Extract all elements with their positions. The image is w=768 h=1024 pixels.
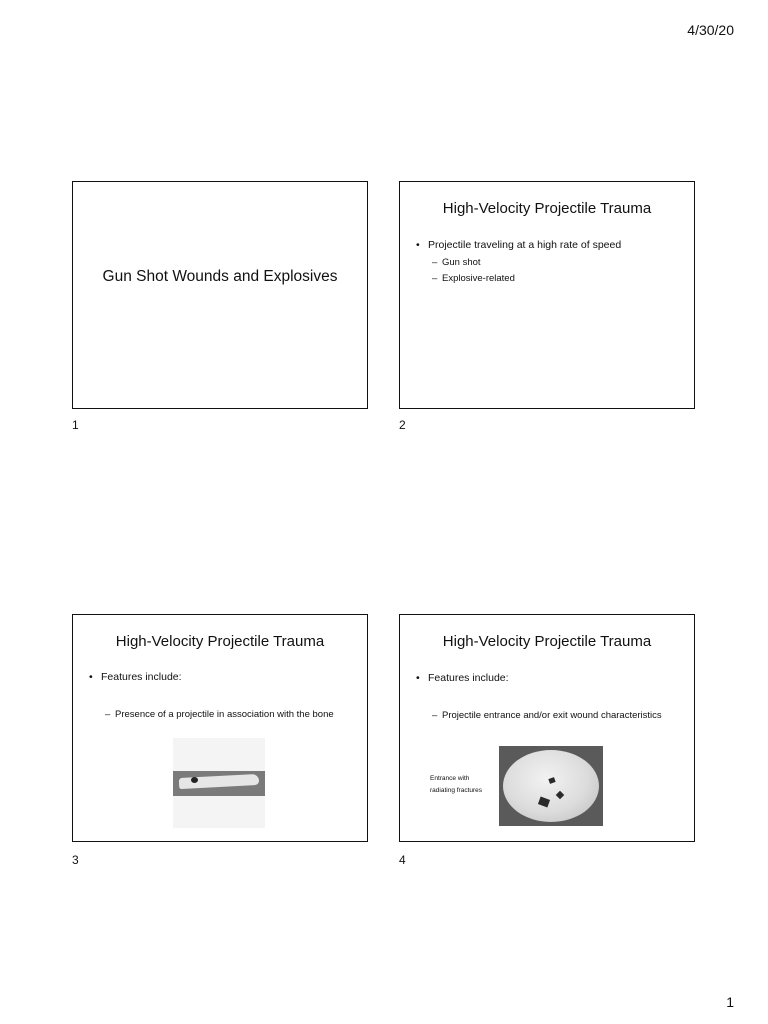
bone-with-projectile-photo — [173, 738, 265, 828]
slide-title: High-Velocity Projectile Trauma — [115, 633, 325, 650]
image-caption: Entrance with radiating fractures — [430, 775, 483, 794]
sub-bullet — [105, 708, 353, 722]
sub-bullet — [432, 709, 680, 723]
sub-bullet-text: – Projectile entrance and/or exit wound characteristics — [442, 710, 662, 721]
slide-number: 2 — [399, 418, 406, 432]
print-date: 4/30/20 — [687, 22, 734, 38]
slide-number: 4 — [399, 853, 406, 867]
slide-title: High-Velocity Projectile Trauma — [442, 200, 652, 217]
bullet-point — [416, 671, 684, 685]
bullet-text: • Features include: — [428, 672, 509, 684]
bullet-point — [416, 238, 684, 252]
sub-bullet — [432, 272, 680, 286]
skull-entrance-wound-photo — [499, 746, 603, 826]
sub-bullet-text: – Gun shot — [442, 257, 481, 268]
slide-number: 1 — [72, 418, 79, 432]
sub-bullet-text: – Presence of a projectile in association with the bone — [115, 709, 334, 720]
sub-bullet — [432, 256, 680, 270]
sub-bullet-text: – Explosive-related — [442, 273, 515, 284]
slide-title: Gun Shot Wounds and Explosives — [102, 268, 338, 285]
slide-4 — [399, 614, 695, 842]
embedded-projectile — [191, 777, 198, 783]
bullet-point — [89, 670, 357, 684]
slide-3 — [72, 614, 368, 842]
skull-shape — [503, 750, 599, 822]
bullet-text: • Features include: — [101, 671, 182, 683]
slide-1 — [72, 181, 368, 409]
slide-2 — [399, 181, 695, 409]
page-number: 1 — [726, 994, 734, 1010]
slide-title: High-Velocity Projectile Trauma — [442, 633, 652, 650]
bullet-text: • Projectile traveling at a high rate of speed — [428, 239, 622, 251]
slide-number: 3 — [72, 853, 79, 867]
